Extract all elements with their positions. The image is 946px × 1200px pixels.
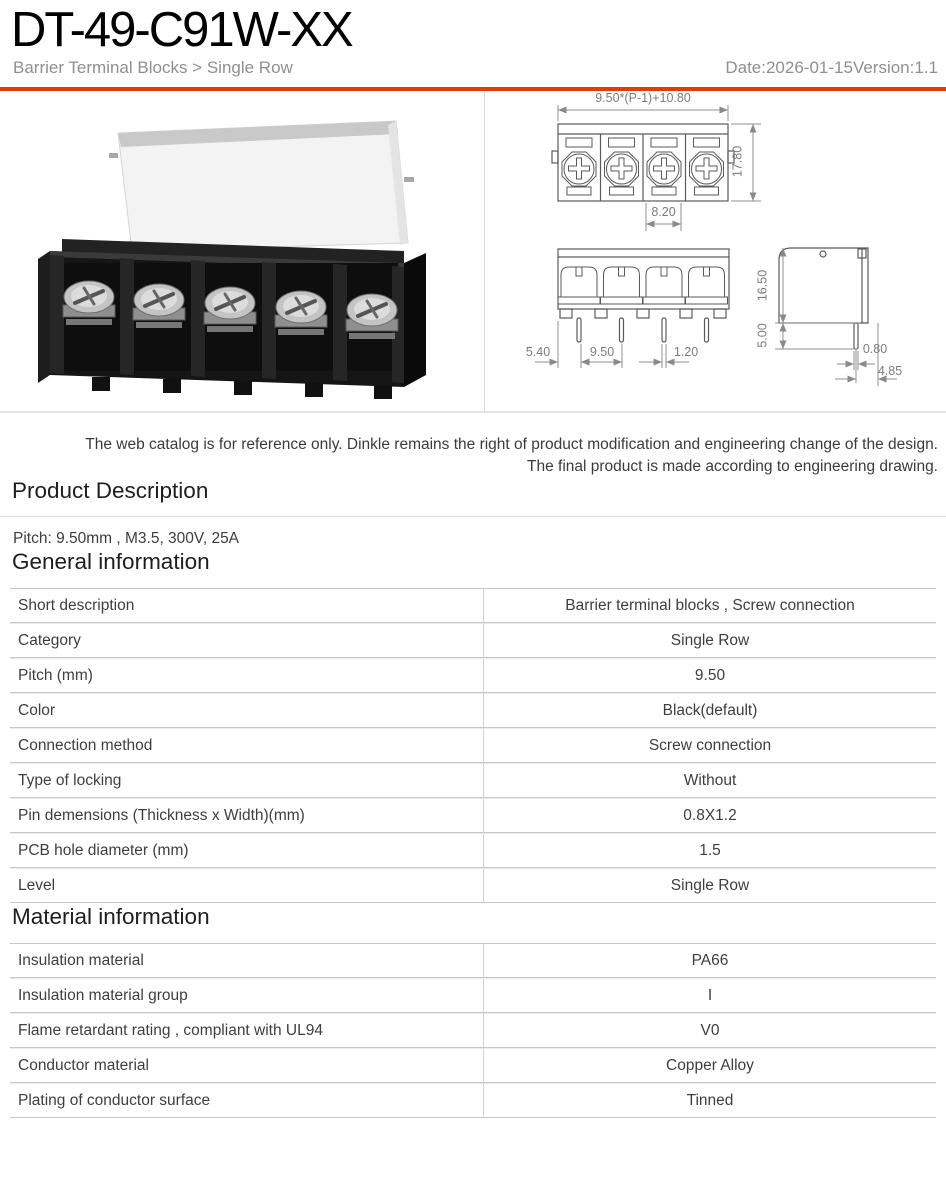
table-row	[10, 658, 936, 693]
spec-value-cell: Black(default)	[484, 693, 936, 728]
dim-pin-offset: 4.85	[877, 364, 903, 379]
spec-value-cell: 0.8X1.2	[484, 798, 936, 833]
table-row	[10, 693, 936, 728]
page-header	[0, 0, 946, 91]
spec-value-cell: I	[484, 978, 936, 1013]
spec-value-cell: 1.5	[484, 833, 936, 868]
spec-label-cell: Level	[10, 868, 484, 903]
spec-label-cell: Type of locking	[10, 763, 484, 798]
dim-pitch: 9.50	[589, 345, 615, 360]
spec-value-cell: Screw connection	[484, 728, 936, 763]
spec-value-cell: Single Row	[484, 868, 936, 903]
section-rule	[0, 516, 946, 517]
spec-value-cell: PA66	[484, 944, 936, 978]
general-information-table	[10, 588, 936, 903]
product-photo	[0, 91, 484, 413]
table-row	[10, 1083, 936, 1118]
doc-date: Date:2026-01-15	[725, 58, 853, 78]
material-information-heading: Material information	[12, 903, 210, 929]
dim-pitch-formula: 9.50*(P-1)+10.80	[595, 91, 691, 106]
spec-label-cell: Short description	[10, 589, 484, 623]
product-description-heading: Product Description	[12, 477, 209, 503]
table-row	[10, 1013, 936, 1048]
spec-label-cell: Conductor material	[10, 1048, 484, 1083]
table-row	[10, 978, 936, 1013]
table-row	[10, 763, 936, 798]
dim-overall-height: 17.80	[730, 146, 745, 178]
dim-edge-to-pin: 5.40	[525, 345, 551, 360]
spec-label-cell: Pin demensions (Thickness x Width)(mm)	[10, 798, 484, 833]
product-media-area	[0, 91, 946, 413]
disclaimer-line-2: The final product is made according to engineering drawing.	[527, 457, 938, 475]
doc-version: Version:1.1	[852, 58, 938, 78]
dim-pin-width: 1.20	[673, 345, 699, 360]
spec-label-cell: Color	[10, 693, 484, 728]
dim-pin-thickness: 0.80	[862, 342, 888, 357]
spec-label-cell: PCB hole diameter (mm)	[10, 833, 484, 868]
table-row	[10, 728, 936, 763]
dim-screw-spacing: 8.20	[651, 205, 676, 220]
spec-label-cell: Pitch (mm)	[10, 658, 484, 693]
spec-value-cell: Single Row	[484, 623, 936, 658]
spec-label-cell: Flame retardant rating , compliant with UL94	[10, 1013, 484, 1048]
table-row	[10, 798, 936, 833]
doc-meta	[725, 58, 938, 78]
disclaimer-line-1: The web catalog is for reference only. Dinkle remains the right of product modification and engineering change of the design.	[85, 436, 938, 454]
spec-label-cell: Connection method	[10, 728, 484, 763]
general-information-heading: General information	[12, 548, 210, 574]
table-row	[10, 833, 936, 868]
spec-label-cell: Category	[10, 623, 484, 658]
dim-pin-length: 5.00	[755, 323, 770, 349]
table-row	[10, 944, 936, 978]
table-row	[10, 623, 936, 658]
spec-value-cell: Without	[484, 763, 936, 798]
spec-value-cell: Tinned	[484, 1083, 936, 1118]
material-information-table	[10, 943, 936, 1118]
disclaimer	[0, 434, 938, 476]
spec-label-cell: Insulation material group	[10, 978, 484, 1013]
table-row	[10, 868, 936, 903]
table-row	[10, 1048, 936, 1083]
spec-value-cell: Copper Alloy	[484, 1048, 936, 1083]
spec-value-cell: V0	[484, 1013, 936, 1048]
spec-value-cell: Barrier terminal blocks , Screw connection	[484, 589, 936, 623]
table-row	[10, 589, 936, 623]
breadcrumb: Barrier Terminal Blocks > Single Row	[13, 58, 293, 78]
spec-label-cell: Plating of conductor surface	[10, 1083, 484, 1118]
spec-label-cell: Insulation material	[10, 944, 484, 978]
spec-value-cell: 9.50	[484, 658, 936, 693]
page-title: DT-49-C91W-XX	[11, 3, 352, 57]
technical-drawing	[485, 91, 946, 413]
dim-body-height: 16.50	[755, 270, 770, 302]
product-description-text: Pitch: 9.50mm , M3.5, 300V, 25A	[13, 529, 240, 547]
terminal-block-photo	[0, 91, 484, 413]
